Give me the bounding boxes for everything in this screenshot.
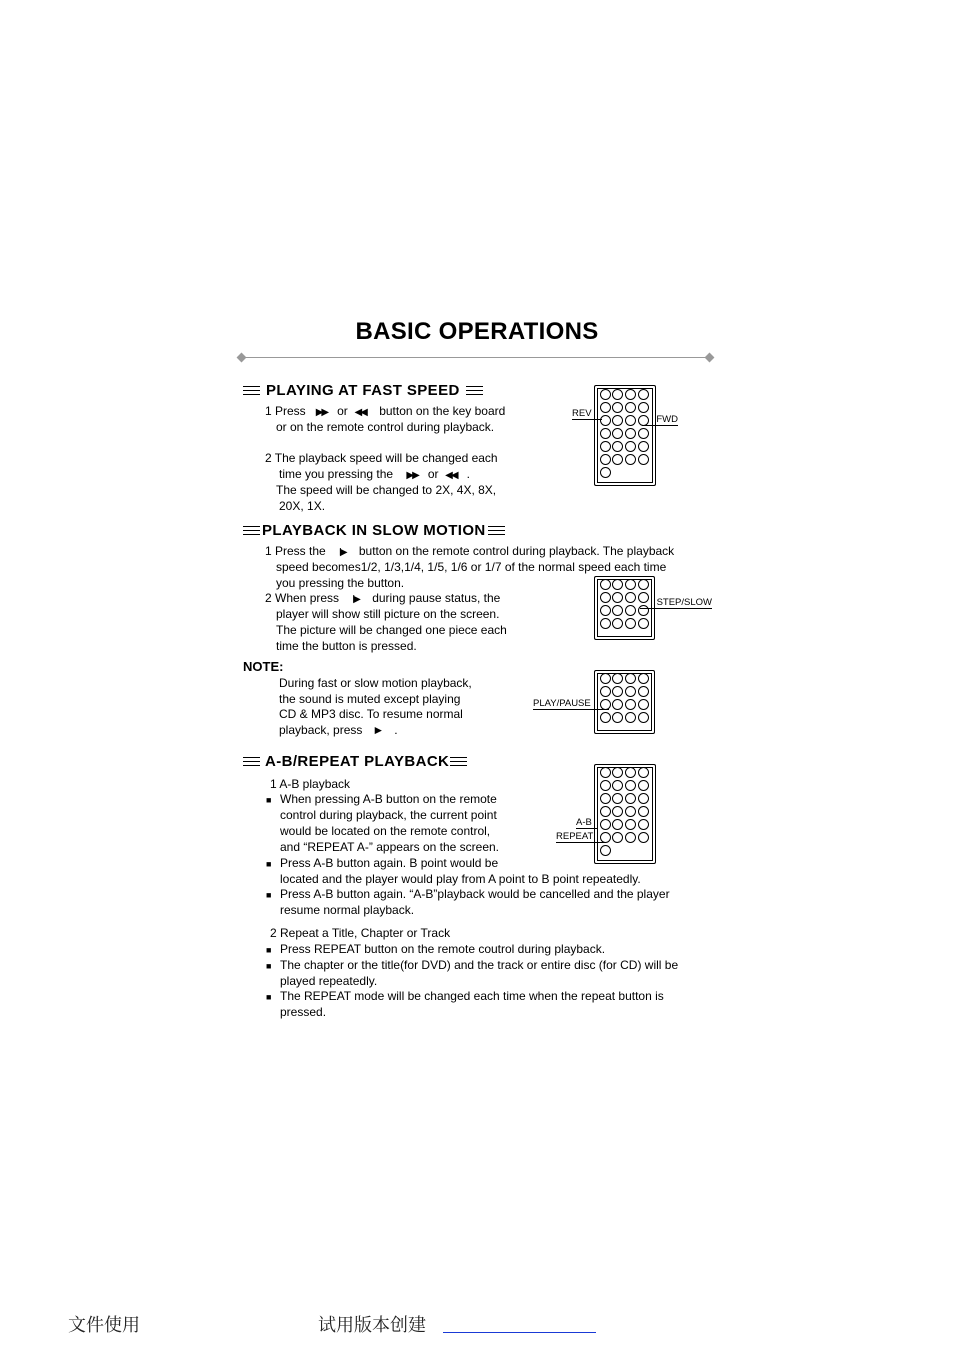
section-slow-motion-heading: PLAYBACK IN SLOW MOTION [243, 522, 505, 539]
slow-step2-line1: 2 When press I▶ during pause status, the [265, 591, 501, 605]
title-divider [240, 357, 712, 358]
fast-step2-line1: 2 The playback speed will be changed each [265, 451, 498, 465]
divider-right-diamond [705, 353, 715, 363]
label-a-b: A-B [576, 817, 598, 829]
ab-bullet1-line2: control during playback, the current point [280, 808, 497, 822]
bullet-icon: ■ [266, 859, 272, 869]
fast-step2-line2: time you pressing the ▶▶ or ◀◀ . [279, 467, 470, 481]
slow-step1-line2: speed becomes1/2, 1/3,1/4, 1/5, 1/6 or 1/7 of the normal speed each time [276, 560, 667, 574]
bullet-icon: ■ [266, 945, 272, 955]
ab-bullet6-line1: ■ The REPEAT mode will be changed each time when the repeat button is [266, 989, 664, 1006]
fast-reverse-icon: ◀◀ [354, 407, 366, 418]
heading-lines-icon [450, 757, 467, 767]
note-line3: CD & MP3 disc. To resume normal [279, 707, 463, 721]
heading-lines-icon [243, 526, 260, 536]
ab-bullet5-line2: played repeatedly. [280, 974, 378, 988]
label-play-pause: PLAY/PAUSE [533, 698, 609, 710]
step-slow-icon: I▶ [339, 547, 346, 558]
note-heading: NOTE: [243, 659, 284, 674]
ab-bullet1-line3: would be located on the remote control, [280, 824, 491, 838]
label-step-slow: STEP/SLOW [640, 597, 712, 609]
slow-step1-line1: 1 Press the I▶ button on the remote control during playback. The playback [265, 544, 675, 558]
ab-bullet2-line2: located and the player would play from A point to B point repeatedly. [280, 872, 641, 886]
section-ab-repeat-heading: A-B/REPEAT PLAYBACK [243, 753, 467, 770]
note-line2: the sound is muted except playing [279, 692, 461, 706]
slow-step2-line2: player will show still picture on the screen. [276, 607, 500, 621]
fast-step2-line3: The speed will be changed to 2X, 4X, 8X, [276, 483, 497, 497]
footer-link-underline[interactable] [443, 1332, 596, 1333]
bullet-icon: ■ [266, 992, 272, 1002]
remote-control-diagram-fast [594, 385, 656, 486]
section-fast-speed-heading: PLAYING AT FAST SPEED [243, 382, 483, 399]
heading-lines-icon [466, 386, 483, 396]
heading-lines-icon [243, 386, 260, 396]
fast-step2-line4: 20X, 1X. [279, 499, 326, 513]
ab-bullet6-line2: pressed. [280, 1005, 327, 1019]
ab-subheading-1: 1 A-B playback [270, 777, 351, 791]
note-line1: During fast or slow motion playback, [279, 676, 472, 690]
fast-forward-icon: ▶▶ [406, 470, 418, 481]
heading-lines-icon [243, 757, 260, 767]
ab-bullet2-line1: ■ Press A-B button again. B point would be [266, 856, 498, 873]
play-icon: ► [372, 723, 385, 737]
ab-bullet5-line1: ■ The chapter or the title(for DVD) and the track or entire disc (for CD) will be [266, 958, 678, 975]
bullet-icon: ■ [266, 890, 272, 900]
label-repeat: REPEAT [556, 831, 606, 843]
slow-step2-line3: The picture will be changed one piece each [276, 623, 507, 637]
footer-left-text: 文件使用 [68, 1315, 140, 1336]
note-line4: playback, press ► . [279, 723, 398, 737]
ab-bullet1-line1: ■ When pressing A-B button on the remote [266, 792, 497, 809]
ab-bullet1-line4: and “REPEAT A-” appears on the screen. [280, 840, 500, 854]
ab-bullet3-line2: resume normal playback. [280, 903, 415, 917]
heading-lines-icon [488, 526, 505, 536]
fast-step1-line1: 1 Press ▶▶ or ◀◀ button on the key board [265, 404, 506, 418]
ab-bullet3-line1: ■ Press A-B button again. “A-B”playback would be cancelled and the player [266, 887, 670, 904]
fast-step1-line2: or on the remote control during playback. [276, 420, 495, 434]
bullet-icon: ■ [266, 795, 272, 805]
step-slow-icon: I▶ [352, 594, 359, 605]
label-rev: REV [572, 408, 602, 420]
label-fwd: FWD [642, 414, 678, 426]
slow-step2-line4: time the button is pressed. [276, 639, 417, 653]
slow-step1-line3: you pressing the button. [276, 576, 405, 590]
fast-forward-icon: ▶▶ [315, 407, 328, 418]
ab-subheading-2: 2 Repeat a Title, Chapter or Track [270, 926, 451, 940]
footer-right-text: 试用版本创建 [318, 1315, 426, 1336]
remote-control-diagram-ab [594, 764, 656, 864]
page-title: BASIC OPERATIONS [355, 318, 599, 345]
fast-reverse-icon: ◀◀ [445, 470, 457, 481]
ab-bullet4-line1: ■ Press REPEAT button on the remote coutrol during playback. [266, 942, 605, 959]
bullet-icon: ■ [266, 961, 272, 971]
